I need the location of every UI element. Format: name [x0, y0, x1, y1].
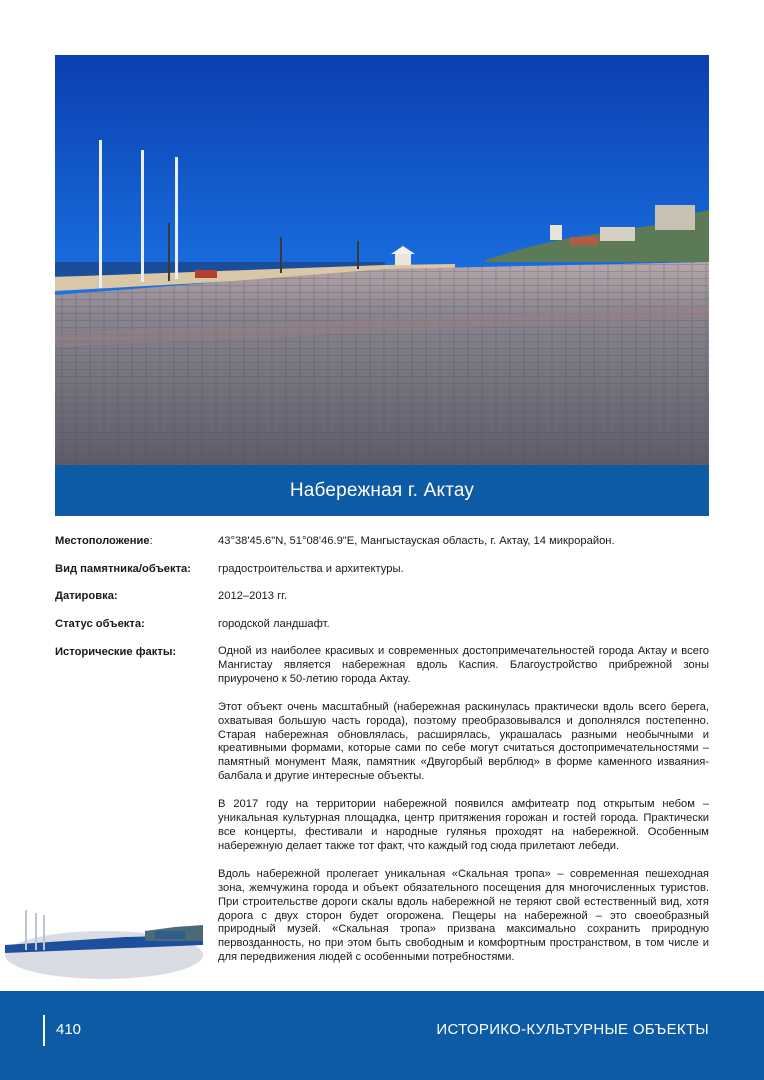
facts-paragraph: Этот объект очень масштабный (набережная раскинулась практически вдоль всего берега, охватывая большую часть города), поэтому преобразовывался и дополнялся постепенно. Старая набережная обновлялась, расширялась, украшалась разными необычными и креативными формами, которые сами по себе могут считаться достопримечательностями – памятный монумент Маяк, памятник «Двугорбый верблюд» в форме каменного изваяния-балбала и другие интересные объекты. [218, 700, 709, 783]
field-label-dating: Датировка: [55, 590, 118, 602]
facts-paragraph: Одной из наиболее красивых и современных достопримечательностей города Актау и всего Мангистау является набережная вдоль Каспия. Благоустройство прибрежной зоны приурочено к 50-летию города Актау. [218, 645, 709, 685]
facts-paragraph: В 2017 году на территории набережной появился амфитеатр под открытым небом – уникальная культурная площадка, центр притяжения горожан и гостей города. Практически все концерты, фестивали и народные гулянья проходят на набережной. Особенным набережную делает также тот факт, что каждый год сюда прилетают лебеди. [218, 798, 709, 852]
page-number: 410 [56, 1021, 82, 1038]
page-title: Набережная г. Актау [289, 479, 475, 501]
field-value-status: городской ландшафт. [218, 618, 330, 630]
field-label-history: Исторические факты: [55, 646, 177, 658]
section-title: ИСТОРИКО-КУЛЬТУРНЫЕ ОБЪЕКТЫ [436, 1021, 709, 1038]
promenade-thumbnail [5, 905, 203, 980]
field-label-status: Статус объекта: [55, 618, 145, 630]
page-title-bar [55, 465, 709, 516]
facts-paragraph: Вдоль набережной пролегает уникальная «Скальная тропа» – современная пешеходная зона, жемчужина города и объект обязательного посещения для многочисленных туристов. При строительстве дороги скалы вдоль набережной не теряют свой естественный вид, хотя дорога с двух сторон будет огорожена. Пещеры на набережной – это своеобразный природный музей. «Скальная тропа» призвана максимально сохранить природную первозданность, но при этом быть свободным и комфортным пространством, в том числе и для передвижения людей с особенными потребностями. [218, 867, 709, 964]
field-label-type: Вид памятника/объекта: [55, 563, 191, 575]
field-value-dating: 2012–2013 гг. [218, 590, 288, 602]
historical-facts-text [218, 645, 709, 979]
promenade-photo [55, 55, 709, 465]
field-value-type: градостроительства и архитектуры. [218, 563, 404, 575]
field-label-location: Местоположение: [55, 535, 153, 547]
footer-divider [43, 1015, 45, 1046]
page-footer [0, 991, 764, 1080]
field-value-location: 43°38'45.6"N, 51°08'46.9"E, Мангыстауская область, г. Актау, 14 микрорайон. [218, 535, 615, 547]
